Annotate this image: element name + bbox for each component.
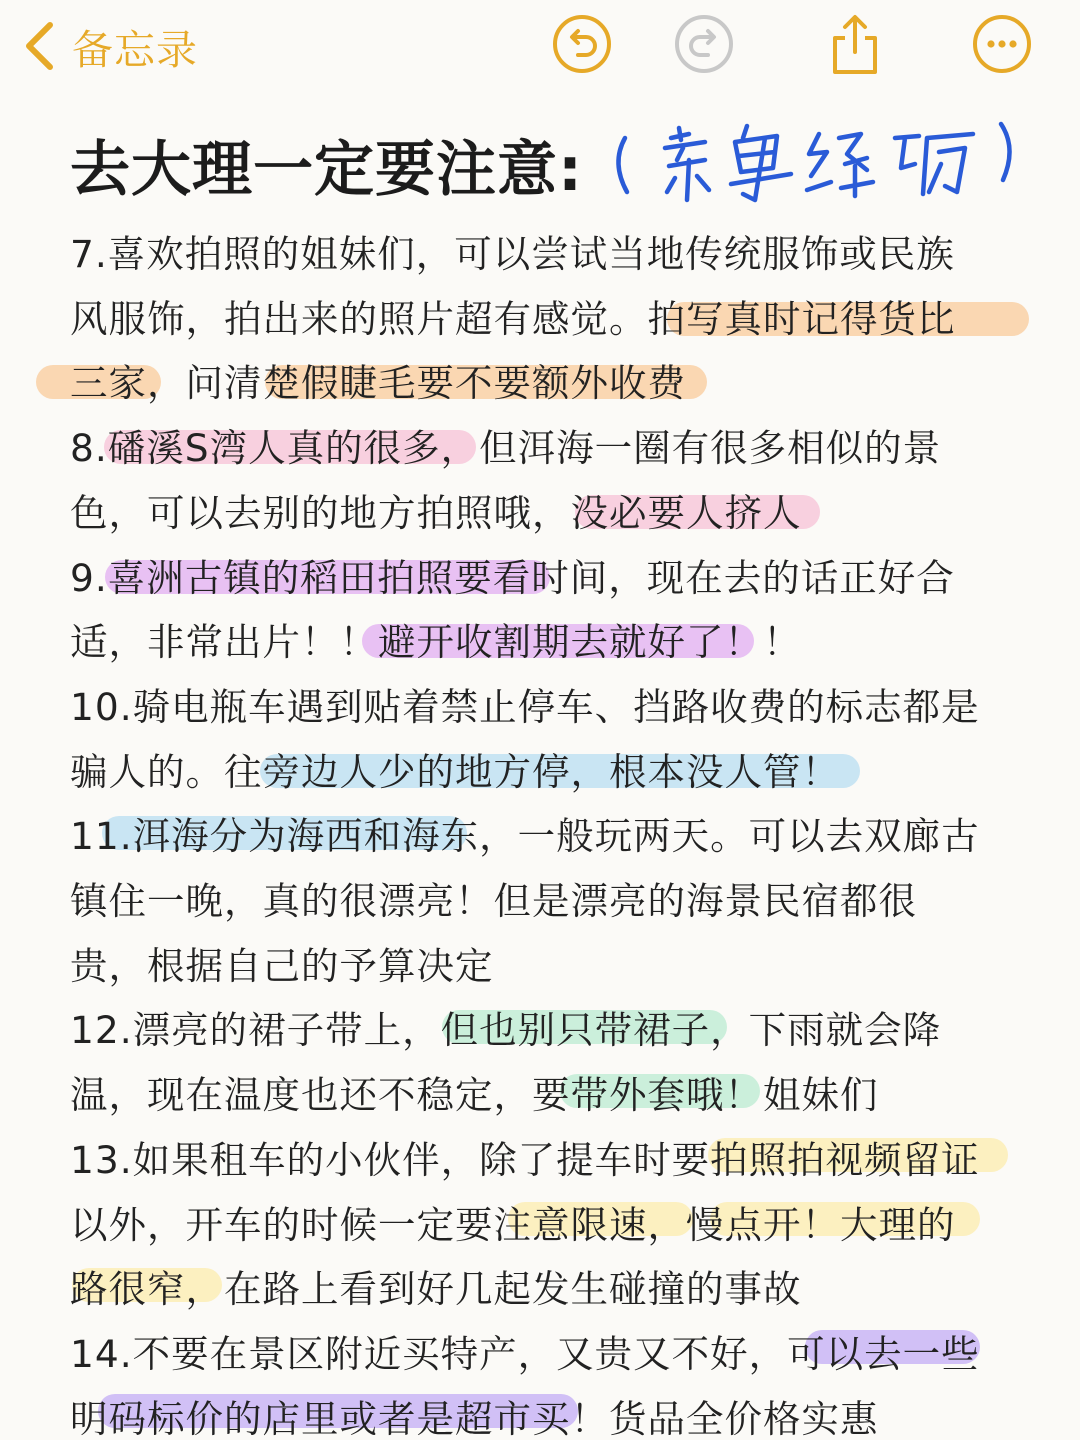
note-line [70, 934, 494, 999]
note-line [70, 610, 802, 675]
text-segment-highlighted: 注意限速， [493, 1202, 686, 1247]
text-segment-highlighted: 三家，问清 [70, 361, 263, 406]
note-line [70, 351, 686, 416]
text-segment: 9. [70, 555, 108, 600]
text-segment: 8. [70, 426, 108, 471]
text-segment: 但洱海一圈有很多相似的景 [479, 426, 942, 471]
text-segment: 温，现在温度也还不稳定， [70, 1073, 532, 1118]
text-segment: 镇住一晚，真的很漂亮！但是漂亮的海景民宿都很 [70, 879, 917, 923]
note-line [70, 1387, 879, 1440]
note-line [70, 222, 955, 287]
text-segment-highlighted: 码标价的店里或者是超市买！ [108, 1396, 609, 1440]
text-segment: 明 [70, 1396, 109, 1440]
note-line [70, 287, 956, 352]
text-segment: 时间，现在去的话正好合 [531, 555, 955, 600]
note-line [70, 416, 941, 481]
text-segment-highlighted: 洱海分为海西和海东， [132, 814, 518, 859]
note-line [70, 998, 941, 1063]
text-segment-highlighted: 要带外套哦！ [532, 1073, 763, 1118]
text-segment: 下雨就会降 [748, 1008, 942, 1053]
text-segment: ！ [763, 620, 802, 665]
note-line [70, 1322, 980, 1387]
text-segment: 风服饰，拍出来的照片超有感觉。 [70, 296, 648, 341]
text-segment-highlighted: 拍写真时记得货比 [647, 296, 956, 341]
text-segment-highlighted: 但也别只带裙子， [440, 1008, 749, 1053]
text-segment-highlighted: 要拍照拍视频留证 [671, 1137, 980, 1182]
text-segment: 货品全价格实惠 [609, 1396, 879, 1440]
note-line [70, 1063, 879, 1128]
note-line [70, 740, 840, 805]
text-segment: 12.漂亮的裙子带上， [70, 1008, 441, 1053]
text-segment: 骗人的。往 [70, 749, 263, 794]
text-segment-highlighted: 慢点开！大理的 [686, 1202, 956, 1247]
text-segment-highlighted: 喜洲古镇的稻田拍照要看 [107, 555, 532, 600]
text-segment: 姐妹们 [763, 1073, 879, 1118]
text-segment: 一般玩两天。可以去双廊古 [517, 814, 980, 859]
back-button[interactable] [22, 14, 198, 78]
text-segment-highlighted: 路很窄， [70, 1267, 224, 1312]
text-segment: 13.如果租车的小伙伴，除了提车时 [70, 1137, 672, 1182]
share-icon[interactable] [823, 12, 887, 76]
text-segment-highlighted: 旁边人少的地方停，根本没人管！ [262, 749, 840, 794]
note-line [70, 675, 980, 740]
note-line [70, 1128, 980, 1193]
note-line [70, 804, 980, 869]
text-segment: 以外，开车的时候一定要 [70, 1202, 494, 1247]
redo-icon[interactable] [672, 12, 736, 76]
text-segment-highlighted: 没必要人挤人 [570, 490, 802, 535]
note-line [70, 546, 955, 611]
undo-icon[interactable] [550, 12, 614, 76]
text-segment: 适，非常出片！！ [70, 620, 378, 665]
note-line [70, 1257, 802, 1322]
note-title[interactable]: 去大理一定要注意: [70, 135, 583, 205]
text-segment: 10.骑电瓶车遇到贴着禁止停车、挡路收费的标志都是 [70, 684, 980, 729]
text-segment-highlighted: 避开收割期去就好了！ [378, 620, 763, 665]
text-segment: 色，可以去别的地方拍照哦， [70, 490, 571, 535]
text-segment: 11. [70, 814, 133, 859]
text-segment: 贵，根据自己的予算决定 [70, 943, 494, 988]
text-segment: 在路上看到好几起发生碰撞的事故 [224, 1267, 802, 1312]
chevron-left-icon [22, 21, 56, 71]
text-segment-highlighted: 磻溪S湾人真的很多， [107, 426, 480, 471]
top-toolbar [0, 0, 1080, 95]
text-segment: 7.喜欢拍照的姐妹们，可以尝试当地传统服饰或民族 [70, 232, 955, 276]
note-line [70, 869, 917, 934]
handwritten-annotation [605, 108, 1025, 212]
more-icon[interactable] [970, 12, 1034, 76]
text-segment-highlighted: 楚假睫毛要不要额外收费 [262, 361, 686, 406]
note-line [70, 1193, 956, 1258]
text-segment-highlighted: 可以去一些 [787, 1331, 980, 1376]
text-segment: 14.不要在景区附近买特产，又贵又不好， [70, 1331, 788, 1376]
back-label: 备忘录 [72, 25, 198, 74]
note-title-row [70, 108, 1030, 208]
note-line [70, 481, 802, 546]
